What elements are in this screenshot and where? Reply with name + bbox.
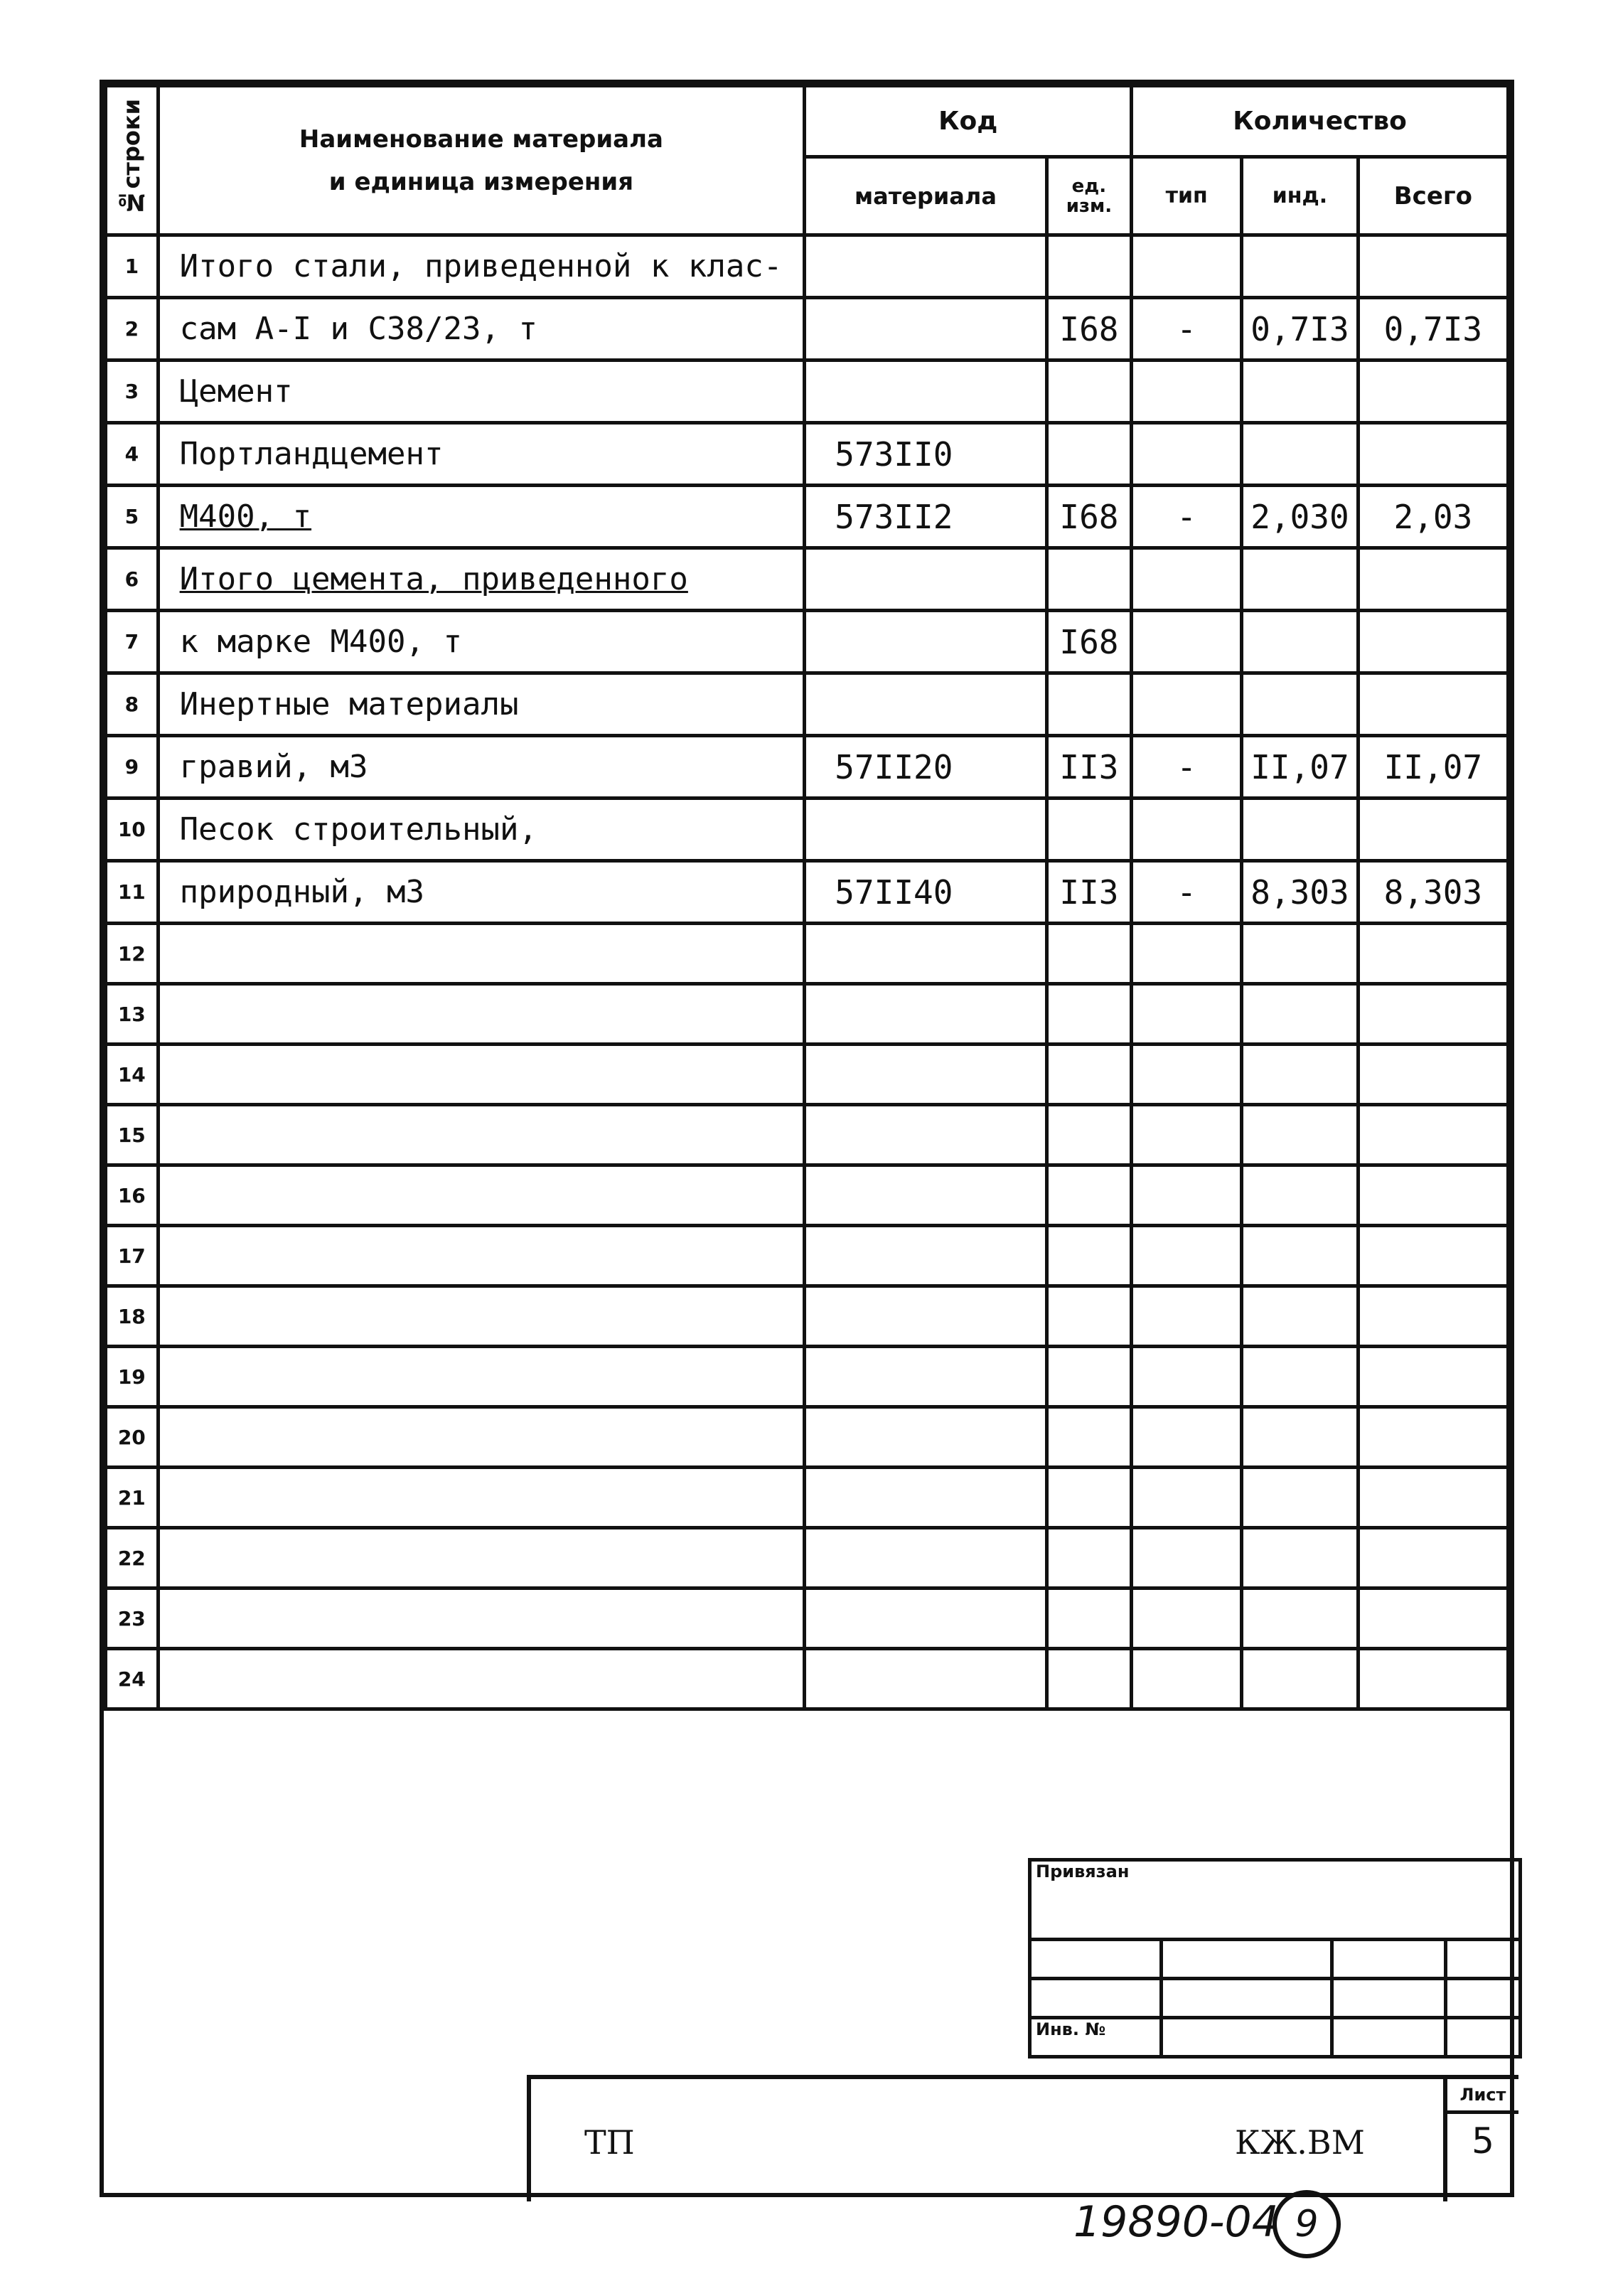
qty-total [1358, 1407, 1508, 1468]
inv-no-label: Инв. № [1030, 2018, 1162, 2057]
material-name: сам А-I и С38/23, т [158, 298, 805, 361]
unit-code [1046, 1286, 1132, 1347]
qty-ind: 2,030 [1242, 486, 1359, 548]
qty-type [1132, 1286, 1242, 1347]
material-name [158, 924, 805, 984]
qty-type [1132, 423, 1242, 486]
table-row [106, 298, 1509, 361]
table-row [106, 423, 1509, 486]
material-code [805, 1649, 1046, 1709]
qty-total [1358, 924, 1508, 984]
material-name [158, 1528, 805, 1588]
qty-total [1358, 548, 1508, 611]
table-row [106, 861, 1509, 924]
material-code [805, 361, 1046, 423]
row-number: 19 [106, 1347, 159, 1407]
unit-code [1046, 361, 1132, 423]
document-number: 19890-04 [1073, 2197, 1279, 2247]
material-code [805, 1588, 1046, 1649]
material-name: М400, т [158, 486, 805, 548]
material-name [158, 1165, 805, 1226]
material-code: 573II2 [805, 486, 1046, 548]
material-name [158, 1407, 805, 1468]
row-number: 11 [106, 861, 159, 924]
qty-ind [1242, 1105, 1359, 1165]
material-code [805, 1468, 1046, 1528]
stamp-block [527, 2075, 1518, 2201]
qty-type [1132, 235, 1242, 298]
material-name [158, 1649, 805, 1709]
material-name: природный, м3 [158, 861, 805, 924]
qty-ind [1242, 1407, 1359, 1468]
material-code [805, 1226, 1046, 1286]
material-name: Итого цемента, приведенного [158, 548, 805, 611]
document-sheet [100, 80, 1514, 2197]
unit-code [1046, 984, 1132, 1045]
qty-type: - [1132, 486, 1242, 548]
unit-code: II3 [1046, 861, 1132, 924]
qty-ind [1242, 235, 1359, 298]
qty-type [1132, 984, 1242, 1045]
material-code: 57II20 [805, 736, 1046, 799]
qty-type [1132, 1588, 1242, 1649]
qty-ind [1242, 1468, 1359, 1528]
qty-type: - [1132, 736, 1242, 799]
unit-code [1046, 1588, 1132, 1649]
table-row [106, 984, 1509, 1045]
material-name: к марке М400, т [158, 611, 805, 673]
qty-type [1132, 1528, 1242, 1588]
qty-ind [1242, 673, 1359, 736]
table-row [106, 1468, 1509, 1528]
sheet-box [1443, 2079, 1518, 2201]
material-code [805, 1045, 1046, 1105]
qty-ind [1242, 1226, 1359, 1286]
table-row [106, 1649, 1509, 1709]
unit-code [1046, 1165, 1132, 1226]
qty-type [1132, 1045, 1242, 1105]
table-row [106, 1045, 1509, 1105]
sheet-number: 5 [1472, 2120, 1494, 2162]
qty-type [1132, 673, 1242, 736]
name-header: Наименование материала и единица измерения [158, 86, 805, 235]
row-number: 13 [106, 984, 159, 1045]
material-code: 57II40 [805, 861, 1046, 924]
material-name: гравий, м3 [158, 736, 805, 799]
sheet-label: Лист [1447, 2079, 1518, 2114]
material-code [805, 799, 1046, 861]
table-row [106, 736, 1509, 799]
row-number: 16 [106, 1165, 159, 1226]
material-code [805, 235, 1046, 298]
material-name [158, 1286, 805, 1347]
qty-total-header: Всего [1358, 157, 1508, 235]
table-row [106, 1226, 1509, 1286]
table-row [106, 1588, 1509, 1649]
qty-ind [1242, 611, 1359, 673]
material-code [805, 611, 1046, 673]
table-row [106, 1407, 1509, 1468]
qty-ind [1242, 984, 1359, 1045]
unit-code [1046, 548, 1132, 611]
qty-ind [1242, 548, 1359, 611]
qty-type [1132, 1468, 1242, 1528]
material-code [805, 673, 1046, 736]
row-number-header: №строки [106, 86, 159, 235]
qty-type [1132, 548, 1242, 611]
unit-code [1046, 1528, 1132, 1588]
unit-code [1046, 924, 1132, 984]
qty-total [1358, 235, 1508, 298]
qty-total [1358, 423, 1508, 486]
material-code: 573II0 [805, 423, 1046, 486]
row-number: 14 [106, 1045, 159, 1105]
row-number: 20 [106, 1407, 159, 1468]
qty-total [1358, 1045, 1508, 1105]
row-number: 6 [106, 548, 159, 611]
row-number: 8 [106, 673, 159, 736]
qty-total [1358, 1105, 1508, 1165]
row-number: 5 [106, 486, 159, 548]
material-name: Инертные материалы [158, 673, 805, 736]
material-code [805, 298, 1046, 361]
material-name [158, 1588, 805, 1649]
row-number: 12 [106, 924, 159, 984]
qty-total [1358, 1165, 1508, 1226]
table-row [106, 1347, 1509, 1407]
qty-ind [1242, 1286, 1359, 1347]
unit-code [1046, 1105, 1132, 1165]
material-name [158, 1045, 805, 1105]
row-number: 2 [106, 298, 159, 361]
code-unit-header: ед. изм. [1046, 157, 1132, 235]
row-number: 9 [106, 736, 159, 799]
material-name [158, 1347, 805, 1407]
qty-total [1358, 1588, 1508, 1649]
unit-code [1046, 673, 1132, 736]
table-row [106, 1165, 1509, 1226]
qty-ind [1242, 361, 1359, 423]
row-number: 4 [106, 423, 159, 486]
qty-ind [1242, 1165, 1359, 1226]
table-row [106, 361, 1509, 423]
row-number: 18 [106, 1286, 159, 1347]
qty-ind [1242, 1045, 1359, 1105]
qty-total [1358, 673, 1508, 736]
material-name: Цемент [158, 361, 805, 423]
qty-type: - [1132, 298, 1242, 361]
tp-label: ТП [584, 2123, 635, 2162]
materials-table [104, 84, 1510, 1711]
material-code [805, 1407, 1046, 1468]
unit-code [1046, 1407, 1132, 1468]
qty-ind [1242, 1649, 1359, 1709]
unit-code [1046, 235, 1132, 298]
table-row [106, 799, 1509, 861]
qty-type [1132, 1226, 1242, 1286]
qty-type [1132, 799, 1242, 861]
material-code [805, 1165, 1046, 1226]
qty-type [1132, 1649, 1242, 1709]
unit-code: I68 [1046, 486, 1132, 548]
row-number: 24 [106, 1649, 159, 1709]
qty-ind [1242, 1347, 1359, 1407]
material-name: Портландцемент [158, 423, 805, 486]
qty-type [1132, 1347, 1242, 1407]
unit-code [1046, 1468, 1132, 1528]
material-code [805, 1528, 1046, 1588]
material-code [805, 984, 1046, 1045]
table-row [106, 548, 1509, 611]
qty-total [1358, 799, 1508, 861]
qty-ind [1242, 924, 1359, 984]
qty-total [1358, 611, 1508, 673]
qty-type [1132, 924, 1242, 984]
qty-type: - [1132, 861, 1242, 924]
material-code [805, 548, 1046, 611]
material-name: Песок строительный, [158, 799, 805, 861]
qty-type [1132, 1407, 1242, 1468]
code-header: Код [805, 86, 1132, 157]
row-number: 15 [106, 1105, 159, 1165]
qty-total [1358, 1649, 1508, 1709]
qty-type [1132, 1105, 1242, 1165]
unit-code [1046, 1226, 1132, 1286]
quantity-header: Количество [1132, 86, 1509, 157]
table-row [106, 1528, 1509, 1588]
table-row [106, 673, 1509, 736]
unit-code [1046, 1347, 1132, 1407]
qty-total: II,07 [1358, 736, 1508, 799]
code-material-header: материала [805, 157, 1046, 235]
unit-code: I68 [1046, 298, 1132, 361]
qty-total: 2,03 [1358, 486, 1508, 548]
qty-ind: 8,303 [1242, 861, 1359, 924]
unit-code [1046, 1045, 1132, 1105]
row-number: 1 [106, 235, 159, 298]
qty-total [1358, 1226, 1508, 1286]
qty-type-header: тип [1132, 157, 1242, 235]
qty-total [1358, 1347, 1508, 1407]
unit-code: I68 [1046, 611, 1132, 673]
qty-ind: 0,7I3 [1242, 298, 1359, 361]
qty-total: 0,7I3 [1358, 298, 1508, 361]
circled-number: 9 [1273, 2190, 1341, 2258]
qty-ind [1242, 1528, 1359, 1588]
qty-type [1132, 1165, 1242, 1226]
qty-ind-header: инд. [1242, 157, 1359, 235]
unit-code: II3 [1046, 736, 1132, 799]
material-name [158, 984, 805, 1045]
qty-total [1358, 984, 1508, 1045]
material-code [805, 1347, 1046, 1407]
title-block [1028, 1858, 1522, 2059]
material-name: Итого стали, приведенной к клас- [158, 235, 805, 298]
row-number: 3 [106, 361, 159, 423]
qty-ind [1242, 423, 1359, 486]
unit-code [1046, 799, 1132, 861]
table-row [106, 235, 1509, 298]
material-code [805, 1286, 1046, 1347]
qty-type [1132, 611, 1242, 673]
qty-type [1132, 361, 1242, 423]
row-number: 17 [106, 1226, 159, 1286]
table-row [106, 486, 1509, 548]
material-code [805, 1105, 1046, 1165]
qty-ind: II,07 [1242, 736, 1359, 799]
qty-total: 8,303 [1358, 861, 1508, 924]
table-row [106, 1105, 1509, 1165]
qty-ind [1242, 1588, 1359, 1649]
table-row [106, 1286, 1509, 1347]
qty-total [1358, 361, 1508, 423]
qty-total [1358, 1286, 1508, 1347]
unit-code [1046, 1649, 1132, 1709]
material-name [158, 1105, 805, 1165]
qty-ind [1242, 799, 1359, 861]
material-name [158, 1226, 805, 1286]
row-number: 21 [106, 1468, 159, 1528]
doc-code: КЖ.ВМ [1235, 2123, 1365, 2162]
unit-code [1046, 423, 1132, 486]
qty-total [1358, 1468, 1508, 1528]
row-number: 23 [106, 1588, 159, 1649]
qty-total [1358, 1528, 1508, 1588]
attached-label: Привязан [1030, 1860, 1521, 1940]
table-row [106, 611, 1509, 673]
row-number: 10 [106, 799, 159, 861]
row-number: 22 [106, 1528, 159, 1588]
material-name [158, 1468, 805, 1528]
material-code [805, 924, 1046, 984]
table-row [106, 924, 1509, 984]
row-number: 7 [106, 611, 159, 673]
